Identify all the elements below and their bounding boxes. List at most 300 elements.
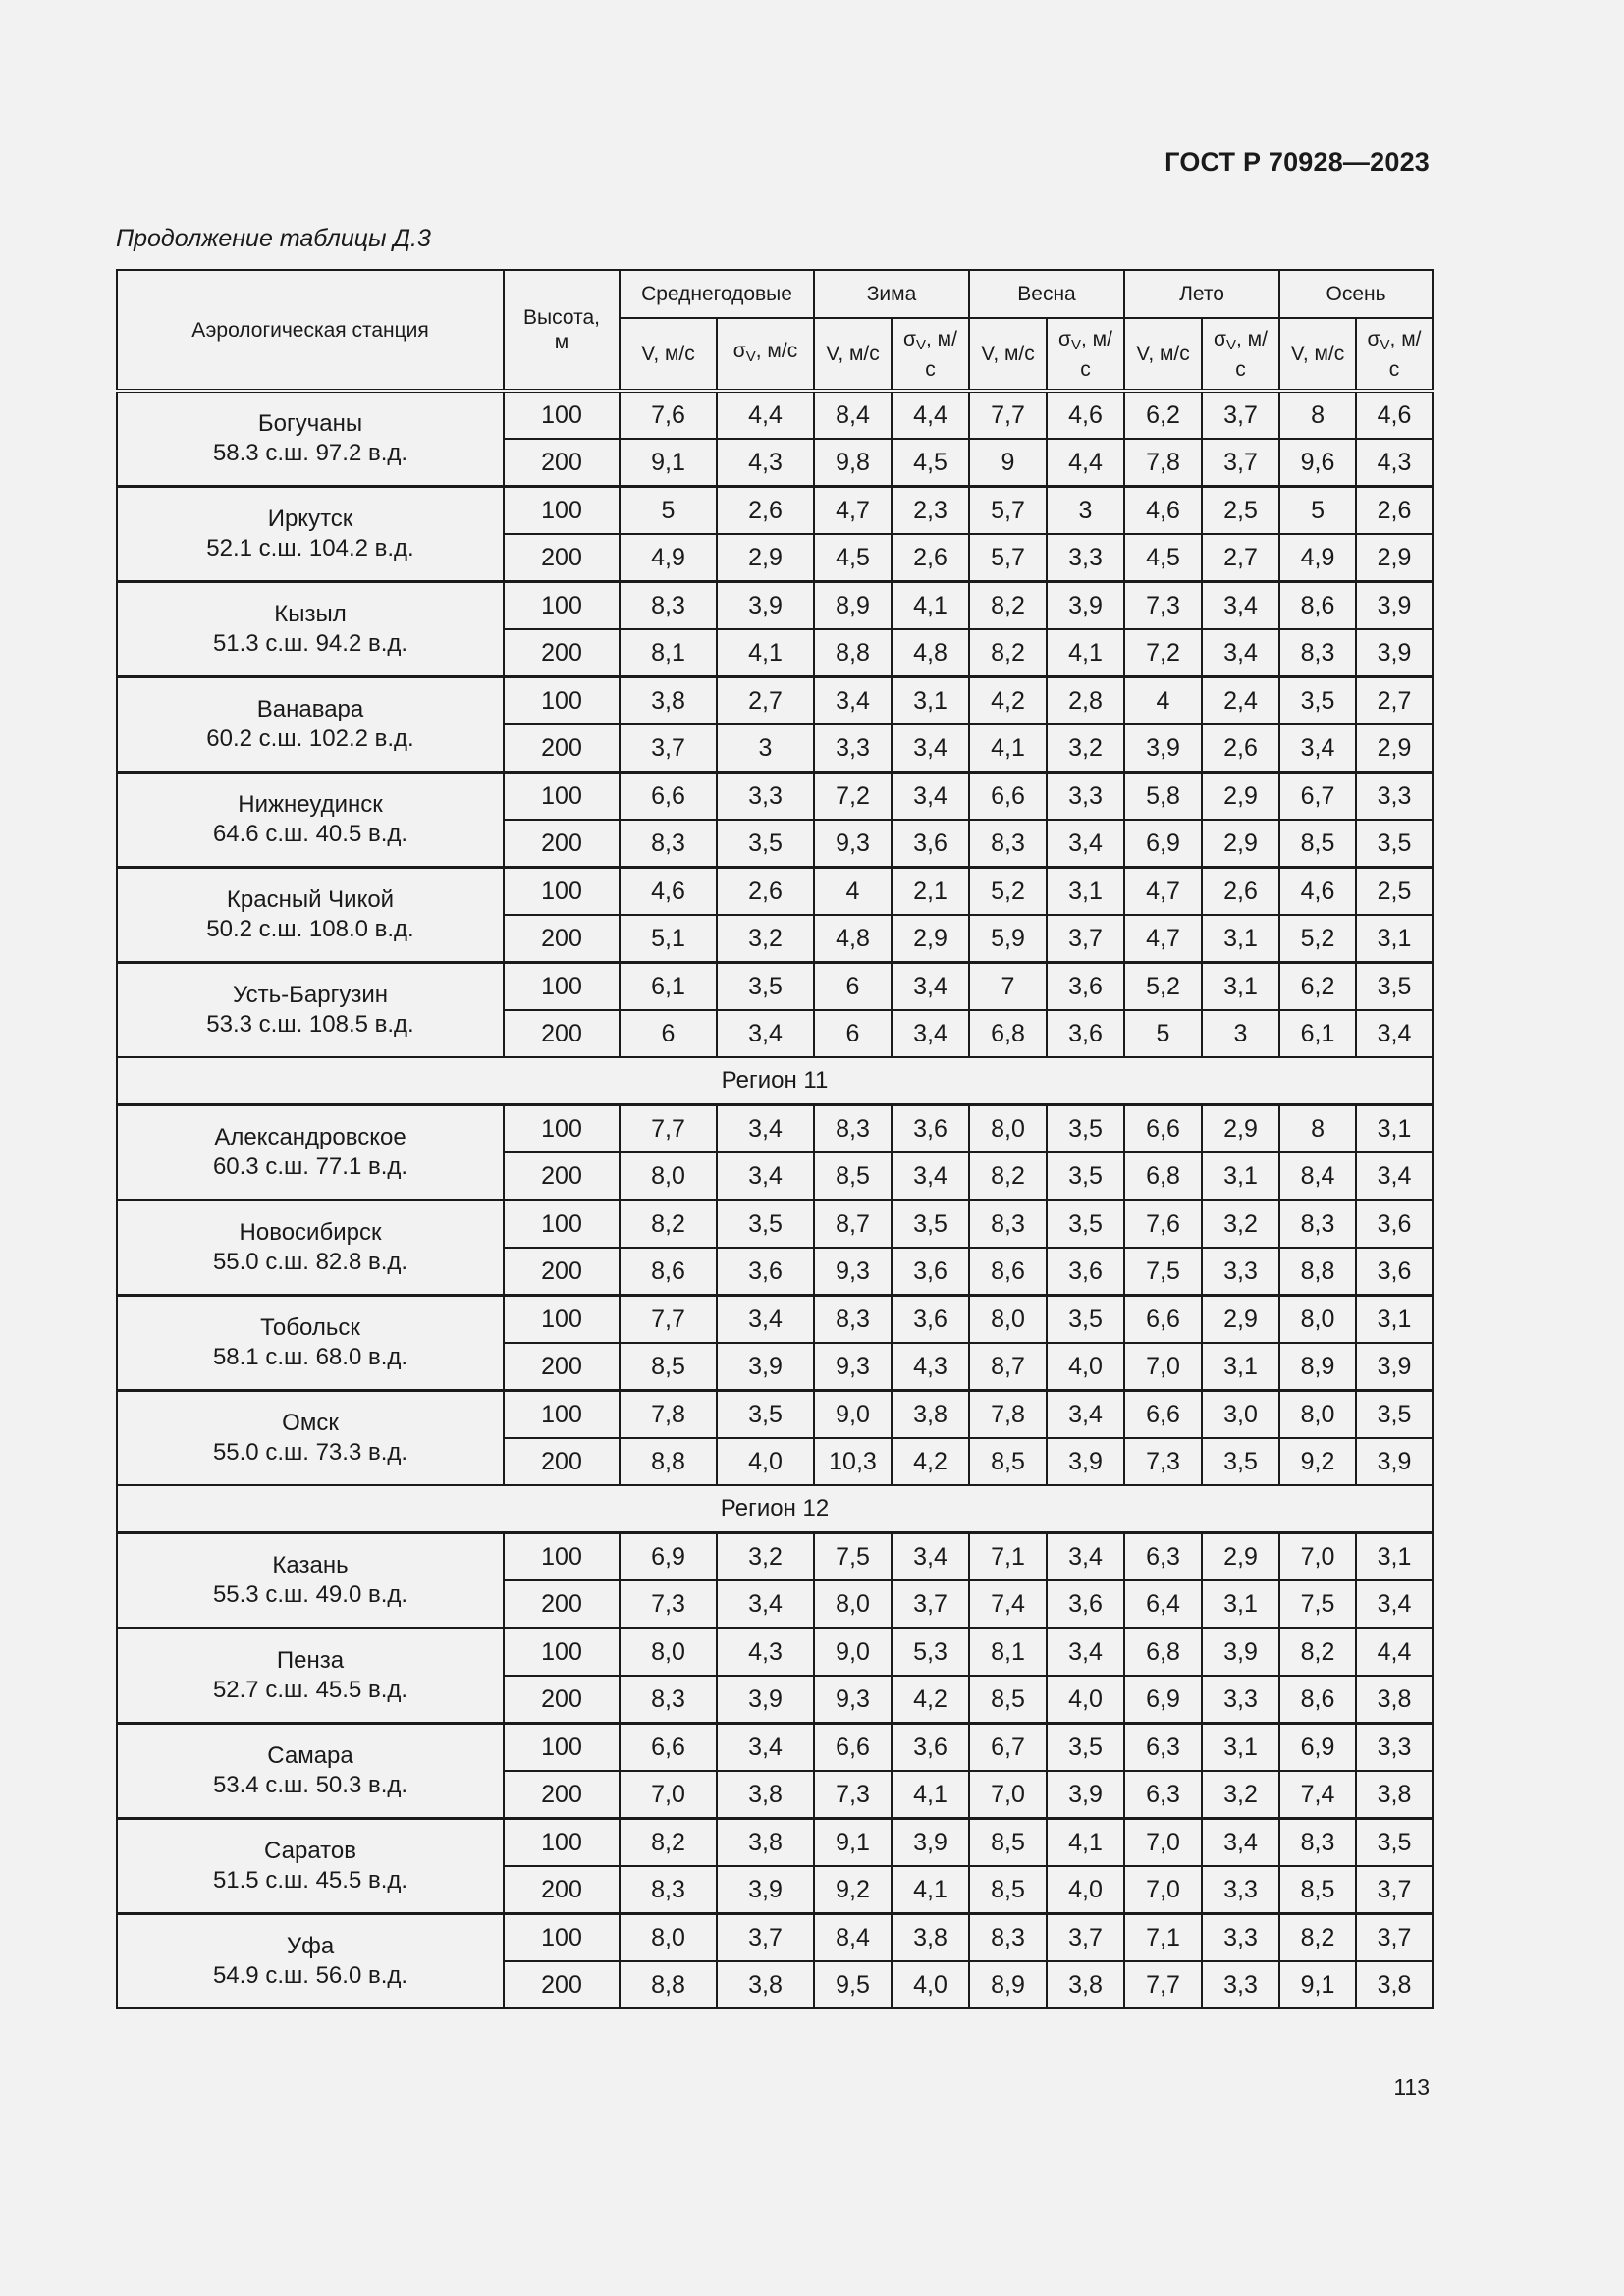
cell-sigma-annual: 3,9	[717, 1676, 814, 1724]
cell-v-summer: 7,2	[1124, 629, 1202, 677]
cell-sigma-spring: 3	[1047, 487, 1124, 535]
cell-sigma-annual: 4,0	[717, 1438, 814, 1485]
table-row	[117, 773, 1433, 821]
cell-v-spring: 4,2	[969, 677, 1047, 725]
cell-v-winter: 9,8	[814, 439, 892, 487]
header-group-summer: Лето	[1124, 270, 1279, 318]
cell-v-spring: 8,5	[969, 1438, 1047, 1485]
cell-v-autumn: 6,9	[1279, 1724, 1356, 1772]
cell-sigma-annual: 3,4	[717, 1105, 814, 1153]
cell-sigma-winter: 4,1	[892, 582, 969, 630]
cell-v-winter: 9,5	[814, 1961, 892, 2008]
cell-sigma-winter: 5,3	[892, 1629, 969, 1677]
cell-v-winter: 9,2	[814, 1866, 892, 1914]
cell-v-summer: 6,9	[1124, 1676, 1202, 1724]
cell-sigma-annual: 3,2	[717, 915, 814, 963]
cell-v-autumn: 8,3	[1279, 629, 1356, 677]
cell-v-summer: 5	[1124, 1010, 1202, 1057]
cell-v-spring: 8,5	[969, 1676, 1047, 1724]
cell-height: 100	[504, 1629, 620, 1677]
cell-v-annual: 8,8	[620, 1438, 717, 1485]
cell-sigma-spring: 3,7	[1047, 1914, 1124, 1962]
cell-sigma-autumn: 3,4	[1356, 1580, 1433, 1629]
cell-v-summer: 7,1	[1124, 1914, 1202, 1962]
cell-v-winter: 7,3	[814, 1771, 892, 1819]
cell-sigma-annual: 2,6	[717, 868, 814, 916]
page-number: 113	[1393, 2074, 1430, 2100]
cell-v-winter: 8,9	[814, 582, 892, 630]
cell-v-summer: 6,6	[1124, 1105, 1202, 1153]
cell-sigma-autumn: 3,4	[1356, 1152, 1433, 1201]
cell-height: 200	[504, 629, 620, 677]
cell-v-spring: 8,6	[969, 1248, 1047, 1296]
cell-sigma-annual: 3,6	[717, 1248, 814, 1296]
cell-sigma-summer: 3,7	[1202, 439, 1279, 487]
cell-sigma-winter: 4,5	[892, 439, 969, 487]
cell-height: 100	[504, 1724, 620, 1772]
cell-v-annual: 6,6	[620, 773, 717, 821]
station-name: Казань	[272, 1552, 349, 1578]
cell-v-winter: 4,5	[814, 534, 892, 582]
cell-height: 200	[504, 915, 620, 963]
cell-sigma-spring: 3,4	[1047, 1533, 1124, 1581]
station-coords: 50.2 с.ш. 108.0 в.д.	[206, 916, 414, 942]
cell-sigma-autumn: 2,6	[1356, 487, 1433, 535]
cell-height: 200	[504, 1438, 620, 1485]
cell-v-spring: 7,7	[969, 391, 1047, 439]
document-id: ГОСТ Р 70928—2023	[1164, 147, 1430, 177]
cell-sigma-annual: 3,7	[717, 1914, 814, 1962]
cell-sigma-spring: 3,1	[1047, 868, 1124, 916]
sigma-subscript: V	[916, 336, 927, 353]
cell-sigma-autumn: 3,7	[1356, 1914, 1433, 1962]
cell-sigma-summer: 3,9	[1202, 1629, 1279, 1677]
cell-v-summer: 7,7	[1124, 1961, 1202, 2008]
cell-sigma-winter: 3,7	[892, 1580, 969, 1629]
cell-v-autumn: 8,0	[1279, 1391, 1356, 1439]
cell-sigma-winter: 3,4	[892, 963, 969, 1011]
cell-v-summer: 6,3	[1124, 1533, 1202, 1581]
subheader-sigma-summer: $\sigma_V$, м/с	[1202, 318, 1279, 391]
subheader-v-autumn: V, м/с	[1279, 318, 1356, 391]
cell-sigma-winter: 4,1	[892, 1866, 969, 1914]
cell-sigma-summer: 3,1	[1202, 915, 1279, 963]
cell-v-spring: 5,7	[969, 487, 1047, 535]
cell-sigma-autumn: 3,5	[1356, 963, 1433, 1011]
sigma-subscript: V	[1226, 336, 1237, 353]
cell-v-autumn: 8,5	[1279, 1866, 1356, 1914]
station-name: Новосибирск	[239, 1219, 382, 1246]
header-station: Аэрологическая станция	[117, 270, 504, 391]
cell-v-summer: 7,6	[1124, 1201, 1202, 1249]
cell-v-autumn: 8,9	[1279, 1343, 1356, 1391]
table-row	[117, 1533, 1433, 1581]
cell-v-spring: 7,0	[969, 1771, 1047, 1819]
cell-sigma-summer: 2,4	[1202, 677, 1279, 725]
cell-v-spring: 8,9	[969, 1961, 1047, 2008]
cell-v-spring: 9	[969, 439, 1047, 487]
cell-sigma-spring: 3,4	[1047, 1629, 1124, 1677]
sigma-subscript: V	[1071, 336, 1082, 353]
cell-sigma-spring: 3,5	[1047, 1724, 1124, 1772]
station-coords: 55.0 с.ш. 82.8 в.д.	[212, 1249, 408, 1275]
cell-sigma-spring: 3,4	[1047, 820, 1124, 868]
cell-v-summer: 7,0	[1124, 1866, 1202, 1914]
cell-v-autumn: 7,4	[1279, 1771, 1356, 1819]
cell-height: 200	[504, 820, 620, 868]
cell-height: 200	[504, 724, 620, 773]
cell-sigma-summer: 3,4	[1202, 1819, 1279, 1867]
station-name: Усть-Баргузин	[233, 982, 388, 1008]
cell-v-winter: 6	[814, 1010, 892, 1057]
cell-sigma-annual: 3,5	[717, 820, 814, 868]
cell-sigma-spring: 3,4	[1047, 1391, 1124, 1439]
cell-sigma-winter: 4,1	[892, 1771, 969, 1819]
cell-height: 200	[504, 1152, 620, 1201]
region-label: Регион 11	[117, 1057, 1433, 1105]
cell-v-winter: 8,4	[814, 1914, 892, 1962]
cell-v-annual: 7,6	[620, 391, 717, 439]
cell-sigma-summer: 3,1	[1202, 1724, 1279, 1772]
station-coords: 51.3 с.ш. 94.2 в.д.	[212, 630, 408, 657]
cell-v-winter: 9,0	[814, 1391, 892, 1439]
station-name: Иркутск	[267, 506, 353, 532]
header-group-autumn: Осень	[1279, 270, 1433, 318]
cell-v-annual: 8,0	[620, 1629, 717, 1677]
cell-sigma-summer: 3,2	[1202, 1771, 1279, 1819]
cell-sigma-autumn: 4,6	[1356, 391, 1433, 439]
cell-sigma-annual: 3,9	[717, 1866, 814, 1914]
station-cell	[117, 487, 504, 582]
cell-v-summer: 4,7	[1124, 868, 1202, 916]
cell-sigma-annual: 3,5	[717, 1391, 814, 1439]
cell-v-winter: 3,3	[814, 724, 892, 773]
cell-sigma-winter: 3,9	[892, 1819, 969, 1867]
cell-sigma-winter: 4,3	[892, 1343, 969, 1391]
station-name: Уфа	[286, 1933, 335, 1959]
cell-sigma-annual: 3,4	[717, 1010, 814, 1057]
table-row	[117, 677, 1433, 725]
cell-height: 200	[504, 1771, 620, 1819]
cell-v-spring: 8,1	[969, 1629, 1047, 1677]
cell-sigma-summer: 3,1	[1202, 1343, 1279, 1391]
cell-v-winter: 4,7	[814, 487, 892, 535]
cell-sigma-autumn: 3,6	[1356, 1248, 1433, 1296]
cell-sigma-annual: 2,7	[717, 677, 814, 725]
cell-sigma-spring: 4,4	[1047, 439, 1124, 487]
region-row	[117, 1057, 1433, 1105]
subheader-sigma-autumn: $\sigma_V$, м/с	[1356, 318, 1433, 391]
cell-sigma-autumn: 2,7	[1356, 677, 1433, 725]
cell-sigma-winter: 2,3	[892, 487, 969, 535]
cell-sigma-annual: 4,4	[717, 391, 814, 439]
cell-sigma-winter: 3,4	[892, 724, 969, 773]
station-coords: 55.3 с.ш. 49.0 в.д.	[212, 1581, 408, 1608]
cell-height: 200	[504, 1961, 620, 2008]
cell-sigma-autumn: 3,9	[1356, 629, 1433, 677]
cell-sigma-summer: 2,9	[1202, 773, 1279, 821]
cell-height: 200	[504, 1866, 620, 1914]
cell-sigma-winter: 3,8	[892, 1914, 969, 1962]
subheader-sigma-annual: $\sigma_V$, м/с	[717, 318, 814, 391]
cell-sigma-autumn: 3,9	[1356, 582, 1433, 630]
table-caption: Продолжение таблицы Д.3	[116, 225, 431, 252]
cell-height: 200	[504, 1343, 620, 1391]
cell-sigma-spring: 4,1	[1047, 629, 1124, 677]
cell-v-spring: 5,9	[969, 915, 1047, 963]
cell-height: 200	[504, 1580, 620, 1629]
station-cell	[117, 1724, 504, 1819]
cell-sigma-spring: 3,6	[1047, 963, 1124, 1011]
cell-v-summer: 4	[1124, 677, 1202, 725]
cell-v-autumn: 8,2	[1279, 1629, 1356, 1677]
cell-v-winter: 4	[814, 868, 892, 916]
wind-statistics-table	[116, 269, 1434, 2009]
cell-v-winter: 8,8	[814, 629, 892, 677]
cell-v-winter: 10,3	[814, 1438, 892, 1485]
cell-sigma-summer: 3,0	[1202, 1391, 1279, 1439]
cell-v-annual: 3,7	[620, 724, 717, 773]
cell-v-summer: 6,6	[1124, 1296, 1202, 1344]
cell-sigma-spring: 3,2	[1047, 724, 1124, 773]
station-coords: 64.6 с.ш. 40.5 в.д.	[212, 821, 408, 847]
sigma-subscript: V	[745, 348, 756, 365]
table-row	[117, 1201, 1433, 1249]
cell-sigma-summer: 2,7	[1202, 534, 1279, 582]
cell-sigma-annual: 3,8	[717, 1819, 814, 1867]
cell-v-summer: 6,3	[1124, 1724, 1202, 1772]
cell-height: 200	[504, 1248, 620, 1296]
cell-v-spring: 8,2	[969, 582, 1047, 630]
cell-sigma-spring: 3,3	[1047, 534, 1124, 582]
station-name: Ванавара	[256, 696, 364, 722]
station-cell	[117, 963, 504, 1058]
cell-v-autumn: 9,2	[1279, 1438, 1356, 1485]
cell-v-annual: 8,3	[620, 820, 717, 868]
cell-v-winter: 9,1	[814, 1819, 892, 1867]
cell-sigma-annual: 3,9	[717, 1343, 814, 1391]
cell-height: 100	[504, 963, 620, 1011]
cell-sigma-autumn: 3,4	[1356, 1010, 1433, 1057]
cell-v-annual: 6,1	[620, 963, 717, 1011]
cell-v-winter: 8,0	[814, 1580, 892, 1629]
station-name: Омск	[282, 1410, 339, 1436]
cell-v-annual: 7,7	[620, 1296, 717, 1344]
cell-v-autumn: 8	[1279, 391, 1356, 439]
station-coords: 53.3 с.ш. 108.5 в.д.	[206, 1011, 414, 1038]
cell-sigma-summer: 3,2	[1202, 1201, 1279, 1249]
cell-sigma-summer: 2,5	[1202, 487, 1279, 535]
header-group-annual: Среднегодовые	[620, 270, 814, 318]
cell-v-summer: 7,8	[1124, 439, 1202, 487]
cell-sigma-summer: 3	[1202, 1010, 1279, 1057]
station-coords: 58.3 с.ш. 97.2 в.д.	[212, 440, 408, 466]
cell-v-autumn: 8,2	[1279, 1914, 1356, 1962]
cell-v-winter: 7,2	[814, 773, 892, 821]
cell-v-annual: 7,7	[620, 1105, 717, 1153]
table-row	[117, 487, 1433, 535]
cell-v-winter: 9,3	[814, 1343, 892, 1391]
cell-sigma-winter: 4,8	[892, 629, 969, 677]
cell-sigma-spring: 4,0	[1047, 1676, 1124, 1724]
cell-sigma-annual: 3,8	[717, 1961, 814, 2008]
cell-v-summer: 7,0	[1124, 1343, 1202, 1391]
station-cell	[117, 1533, 504, 1629]
cell-v-autumn: 8,8	[1279, 1248, 1356, 1296]
cell-v-summer: 4,6	[1124, 487, 1202, 535]
cell-v-winter: 6	[814, 963, 892, 1011]
cell-v-winter: 4,8	[814, 915, 892, 963]
cell-v-spring: 8,3	[969, 1201, 1047, 1249]
cell-v-summer: 6,2	[1124, 391, 1202, 439]
station-cell	[117, 391, 504, 487]
cell-v-annual: 3,8	[620, 677, 717, 725]
cell-sigma-summer: 3,3	[1202, 1248, 1279, 1296]
cell-sigma-autumn: 4,3	[1356, 439, 1433, 487]
cell-v-summer: 6,6	[1124, 1391, 1202, 1439]
station-coords: 55.0 с.ш. 73.3 в.д.	[212, 1439, 408, 1466]
header-group-spring: Весна	[969, 270, 1124, 318]
cell-height: 100	[504, 391, 620, 439]
station-coords: 54.9 с.ш. 56.0 в.д.	[212, 1962, 408, 1989]
cell-v-autumn: 8	[1279, 1105, 1356, 1153]
cell-v-annual: 8,8	[620, 1961, 717, 2008]
cell-v-winter: 8,5	[814, 1152, 892, 1201]
cell-v-annual: 8,3	[620, 582, 717, 630]
cell-v-autumn: 3,4	[1279, 724, 1356, 773]
cell-sigma-autumn: 4,4	[1356, 1629, 1433, 1677]
cell-v-autumn: 8,3	[1279, 1201, 1356, 1249]
cell-v-spring: 4,1	[969, 724, 1047, 773]
cell-v-winter: 9,3	[814, 1248, 892, 1296]
cell-v-winter: 7,5	[814, 1533, 892, 1581]
cell-sigma-winter: 3,6	[892, 1248, 969, 1296]
table-row	[117, 1914, 1433, 1962]
station-cell	[117, 677, 504, 773]
cell-sigma-autumn: 3,1	[1356, 1533, 1433, 1581]
station-cell	[117, 868, 504, 963]
cell-v-autumn: 8,5	[1279, 820, 1356, 868]
cell-height: 100	[504, 1533, 620, 1581]
cell-sigma-autumn: 3,8	[1356, 1961, 1433, 2008]
cell-sigma-autumn: 2,9	[1356, 534, 1433, 582]
cell-v-autumn: 8,0	[1279, 1296, 1356, 1344]
cell-sigma-summer: 3,1	[1202, 963, 1279, 1011]
table-row	[117, 1391, 1433, 1439]
cell-v-annual: 4,6	[620, 868, 717, 916]
cell-v-spring: 8,5	[969, 1819, 1047, 1867]
cell-sigma-summer: 3,4	[1202, 582, 1279, 630]
cell-v-annual: 4,9	[620, 534, 717, 582]
cell-v-spring: 5,2	[969, 868, 1047, 916]
cell-sigma-winter: 4,2	[892, 1676, 969, 1724]
cell-v-winter: 3,4	[814, 677, 892, 725]
subheader-v-spring: V, м/с	[969, 318, 1047, 391]
table-row	[117, 1296, 1433, 1344]
cell-sigma-autumn: 3,5	[1356, 1819, 1433, 1867]
cell-sigma-spring: 3,5	[1047, 1105, 1124, 1153]
station-name: Нижнеудинск	[238, 791, 383, 818]
cell-sigma-annual: 3,9	[717, 582, 814, 630]
sigma-subscript: V	[1380, 336, 1390, 353]
cell-v-annual: 8,2	[620, 1819, 717, 1867]
cell-height: 100	[504, 1914, 620, 1962]
table-row	[117, 1629, 1433, 1677]
cell-height: 100	[504, 582, 620, 630]
cell-sigma-autumn: 3,9	[1356, 1438, 1433, 1485]
cell-v-autumn: 9,6	[1279, 439, 1356, 487]
cell-sigma-spring: 4,0	[1047, 1343, 1124, 1391]
station-coords: 60.2 с.ш. 102.2 в.д.	[206, 725, 414, 752]
cell-sigma-autumn: 3,5	[1356, 1391, 1433, 1439]
cell-v-annual: 8,0	[620, 1914, 717, 1962]
cell-sigma-autumn: 3,7	[1356, 1866, 1433, 1914]
cell-sigma-summer: 2,9	[1202, 1105, 1279, 1153]
station-cell	[117, 1105, 504, 1201]
cell-sigma-autumn: 3,5	[1356, 820, 1433, 868]
station-cell	[117, 773, 504, 868]
cell-v-annual: 8,5	[620, 1343, 717, 1391]
cell-v-summer: 6,8	[1124, 1629, 1202, 1677]
cell-height: 200	[504, 1676, 620, 1724]
station-name: Самара	[267, 1742, 353, 1769]
cell-v-autumn: 9,1	[1279, 1961, 1356, 2008]
table-row	[117, 1724, 1433, 1772]
cell-sigma-summer: 3,1	[1202, 1580, 1279, 1629]
cell-sigma-annual: 2,9	[717, 534, 814, 582]
cell-sigma-autumn: 3,1	[1356, 915, 1433, 963]
cell-sigma-summer: 3,3	[1202, 1961, 1279, 2008]
cell-sigma-spring: 3,5	[1047, 1296, 1124, 1344]
cell-v-summer: 7,3	[1124, 582, 1202, 630]
station-name: Саратов	[264, 1838, 356, 1864]
cell-sigma-winter: 2,9	[892, 915, 969, 963]
cell-sigma-winter: 4,4	[892, 391, 969, 439]
cell-sigma-winter: 4,2	[892, 1438, 969, 1485]
cell-sigma-annual: 3,3	[717, 773, 814, 821]
cell-v-annual: 5	[620, 487, 717, 535]
cell-height: 100	[504, 1819, 620, 1867]
table-row	[117, 868, 1433, 916]
cell-sigma-autumn: 3,8	[1356, 1676, 1433, 1724]
cell-v-annual: 8,6	[620, 1248, 717, 1296]
cell-sigma-annual: 3,4	[717, 1296, 814, 1344]
cell-v-annual: 9,1	[620, 439, 717, 487]
cell-sigma-winter: 3,6	[892, 1296, 969, 1344]
cell-sigma-winter: 3,4	[892, 1010, 969, 1057]
station-coords: 52.7 с.ш. 45.5 в.д.	[212, 1677, 408, 1703]
cell-v-autumn: 8,6	[1279, 1676, 1356, 1724]
cell-sigma-autumn: 2,5	[1356, 868, 1433, 916]
subheader-v-winter: V, м/с	[814, 318, 892, 391]
subheader-v-annual: V, м/с	[620, 318, 717, 391]
cell-v-annual: 8,2	[620, 1201, 717, 1249]
station-cell	[117, 1629, 504, 1724]
cell-sigma-summer: 3,3	[1202, 1866, 1279, 1914]
cell-v-spring: 5,7	[969, 534, 1047, 582]
cell-v-summer: 6,4	[1124, 1580, 1202, 1629]
station-cell	[117, 1391, 504, 1486]
cell-v-annual: 8,0	[620, 1152, 717, 1201]
cell-v-summer: 6,9	[1124, 820, 1202, 868]
cell-v-autumn: 7,5	[1279, 1580, 1356, 1629]
cell-sigma-winter: 3,4	[892, 1152, 969, 1201]
cell-v-spring: 8,3	[969, 1914, 1047, 1962]
station-cell	[117, 1819, 504, 1914]
cell-sigma-autumn: 3,9	[1356, 1343, 1433, 1391]
cell-v-summer: 5,8	[1124, 773, 1202, 821]
cell-v-autumn: 6,2	[1279, 963, 1356, 1011]
